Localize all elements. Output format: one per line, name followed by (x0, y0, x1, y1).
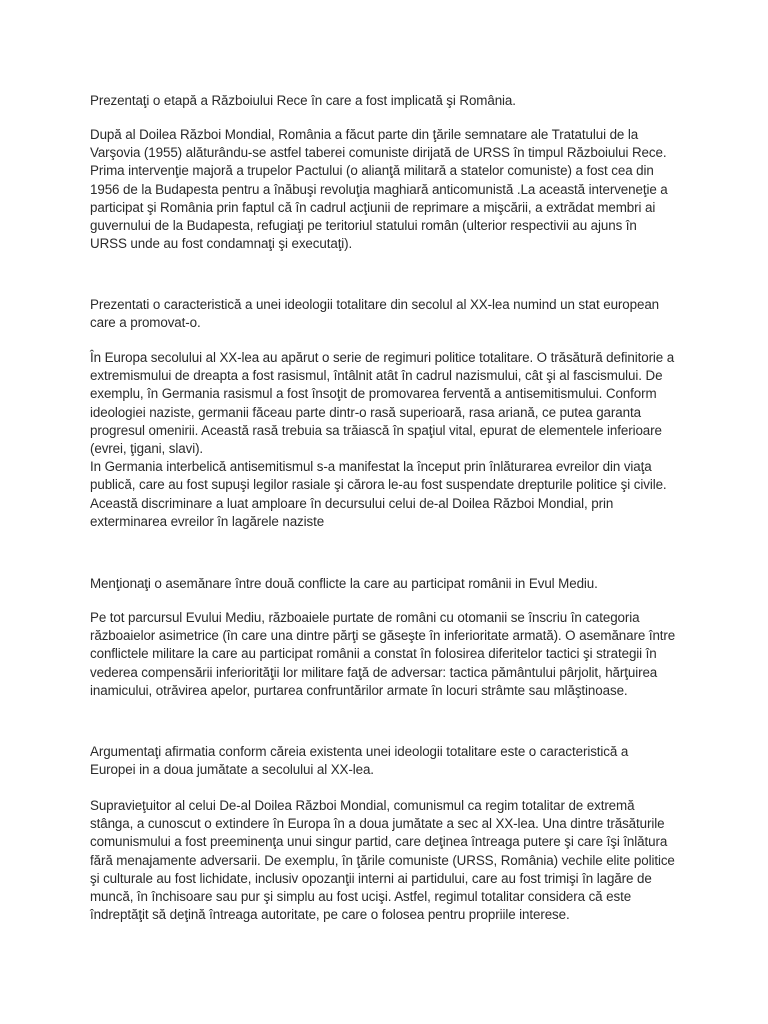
answer-1: După al Doilea Război Mondial, România a făcut parte din ţările semnatare ale Tratatului de la Varşovia (1955) alăturându-se astfel taberei comuniste dirijată de URSS în timpul Războiului Rece. Prima intervenţie majoră a trupelor Pactului (o alianţă militară a statelor comuniste) a fost cea din 1956 de la Budapesta pentru a înăbuşi revoluţia maghiară anticomunistă .La această interveneţie a participat şi România prin faptul că în cadrul acţiunii de reprimare a mişcării, a extrădat membri ai guvernului de la Budapesta, refugiaţi pe teritoriul statului român (ulterior respectivii au ajuns în URSS unde au fost condamnaţi şi executaţi). (90, 127, 668, 252)
question-3: Menţionaţi o asemănare între două conflicte la care au participat românii in Evul Mediu. (90, 576, 598, 591)
question-1: Prezentaţi o etapă a Războiului Rece în care a fost implicată şi România. (90, 93, 516, 108)
answer-2: În Europa secolului al XX-lea au apărut o serie de regimuri politice totalitare. O trăsătură definitorie a extremismului de dreapta a fost rasismul, întâlnit atât în cadrul nazismului, cât şi al fascismului. De exemplu, în Germania rasismul a fost însoţit de promovarea ferventă a antisemitismului. Conform ideologiei naziste, germanii făceau parte dintr-o rasă superioară, rasa ariană, ce putea garanta progresul omenirii. Această rasă trebuia sa trăiască în spaţiul vital, epurat de elementele inferioare (evrei, ţigani, slavi). In Germania interbelică antisemitismul s-a manifestat la început prin înlăturarea evreilor din viaţa publică, care au fost supuşi legilor rasiale şi cărora le-au fost suspendate drepturile politice şi civile. Această discriminare a luat amploare în decursului celui de-al Doilea Război Mondial, prin exterminarea evreilor în lagărele naziste (90, 350, 675, 529)
answer-3: Pe tot parcursul Evului Mediu, războaiele purtate de români cu otomanii se înscriu în categoria războaielor asimetrice (în care una dintre părţi se găseşte în inferioritate armată). O asemănare între conflictele militare la care au participat românii a constat în folosirea diferitelor tactici şi strategii în vederea compensării inferiorităţii lor militare faţă de adversar: tactica pământului pârjolit, hărţuirea inamicului, otrăvirea apelor, purtarea confruntărilor armate în locuri strâmte sau mlăştinoase. (90, 610, 676, 698)
question-4: Argumentaţi afirmatia conform căreia existenta unei ideologii totalitare este o caracteristică a Europei in a doua jumătate a secolului al XX-lea. (90, 744, 629, 778)
question-2: Prezentati o caracteristică a unei ideologii totalitare din secolul al XX-lea numind un stat european care a promovat-o. (90, 297, 660, 331)
answer-4: Supravieţuitor al celui De-al Doilea Război Mondial, comunismul ca regim totalitar de extremă stânga, a cunoscut o extindere în Europa în a doua jumătate a sec al XX-lea. Una dintre trăsăturile comunismului a fost preeminenţa unui singur partid, care deţinea întreaga putere şi care îşi înlătura fără menajamente adversarii. De exemplu, în ţările comuniste (URSS, România) vechile elite politice şi culturale au fost lichidate, inclusiv opozanţii interni ai partidului, care au fost trimişi în lagăre de muncă, în închisoare sau pur şi simplu au fost ucişi. Astfel, regimul totalitar considera că este îndreptăţit să deţină întreaga autoritate, pe care o folosea pentru propriile interese. (90, 798, 675, 923)
